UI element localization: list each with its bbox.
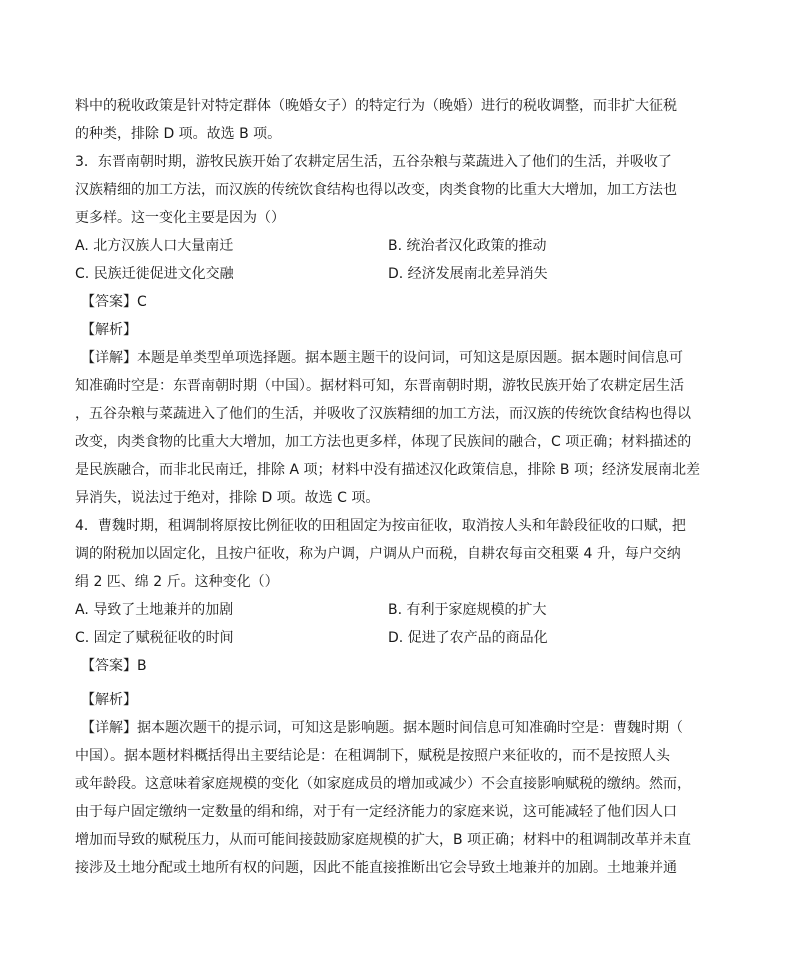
q4-stem-line: 绢 2 匹、绵 2 斤。这种变化（） — [75, 574, 279, 590]
q4-option-d: D. 促进了农产品的商品化 — [388, 630, 548, 646]
q4-detail-line: 接涉及土地分配或土地所有权的问题，因此不能直接推断出它会导致土地兼并的加剧。土地兼并通 — [75, 860, 677, 876]
q3-stem-line: 更多样。这一变化主要是因为（） — [75, 210, 285, 226]
q4-option-c: C. 固定了赋税征收的时间 — [75, 630, 234, 646]
q3-option-c: C. 民族迁徙促进文化交融 — [75, 266, 234, 282]
q4-answer: 【答案】B — [81, 658, 147, 674]
q4-stem-line: 4．曹魏时期，租调制将原按比例征收的田租固定为按亩征收，取消按人头和年龄段征收的口赋，把 — [75, 518, 686, 534]
q4-analysis-label: 【解析】 — [81, 692, 137, 708]
q4-detail-line: 中国）。据本题材料概括得出主要结论是：在租调制下，赋税是按照户来征收的，而不是按照人头 — [75, 748, 670, 764]
q4-detail-line: 或年龄段。这意味着家庭规模的变化（如家庭成员的增加或减少）不会直接影响赋税的缴纳。然而， — [75, 776, 691, 792]
q3-stem-line: 汉族精细的加工方法，而汉族的传统饮食结构也得以改变，肉类食物的比重大大增加，加工方法也 — [75, 182, 677, 198]
q4-options-row-2 — [75, 624, 715, 652]
q3-option-a: A. 北方汉族人口大量南迁 — [75, 238, 234, 254]
q4-detail-line: 【详解】据本题次题干的提示词，可知这是影响题。据本题时间信息可知准确时空是：曹魏时期（ — [81, 720, 683, 736]
q3-detail-line: 异消失，说法过于绝对，排除 D 项。故选 C 项。 — [75, 490, 380, 506]
q3-detail-line: 改变，肉类食物的比重大大增加，加工方法也更多样，体现了民族间的融合，C 项正确；材料描述的 — [75, 434, 692, 450]
q3-detail-line: ，五谷杂粮与菜蔬进入了他们的生活，并吸收了汉族精细的加工方法，而汉族的传统饮食结构也得以 — [75, 406, 691, 422]
q3-detail-line: 知准确时空是：东晋南朝时期（中国）。据材料可知，东晋南朝时期，游牧民族开始了农耕定居生活 — [75, 378, 684, 394]
document-body — [75, 92, 715, 882]
q3-analysis-label: 【解析】 — [81, 322, 137, 338]
q4-stem-line: 调的附税加以固定化，且按户征收，称为户调，户调从户而税，自耕农每亩交租粟 4 升，每户交纳 — [75, 546, 681, 562]
q3-option-d: D. 经济发展南北差异消失 — [388, 266, 548, 282]
q4-detail-line: 由于每户固定缴纳一定数量的绢和绵，对于有一定经济能力的家庭来说，这可能减轻了他们因人口 — [75, 804, 677, 820]
q3-answer: 【答案】C — [81, 294, 147, 310]
q4-detail-line: 增加而导致的赋税压力，从而可能间接鼓励家庭规模的扩大，B 项正确；材料中的租调制改革并未直 — [75, 832, 692, 848]
prev-analysis-line: 料中的税收政策是针对特定群体（晚婚女子）的特定行为（晚婚）进行的税收调整，而非扩大征税 — [75, 98, 677, 114]
prev-analysis-line: 的种类，排除 D 项。故选 B 项。 — [75, 126, 282, 142]
q3-detail-line: 是民族融合，而非北民南迁，排除 A 项；材料中没有描述汉化政策信息，排除 B 项；经济发展南北差 — [75, 462, 700, 478]
q4-option-b: B. 有利于家庭规模的扩大 — [388, 602, 547, 618]
q4-option-a: A. 导致了土地兼并的加剧 — [75, 602, 234, 618]
q3-stem-line: 3．东晋南朝时期，游牧民族开始了农耕定居生活，五谷杂粮与菜蔬进入了他们的生活，并吸收了 — [75, 154, 672, 170]
q3-option-b: B. 统治者汉化政策的推动 — [388, 238, 547, 254]
q3-options-row-2 — [75, 260, 715, 288]
q3-options-row-1 — [75, 232, 715, 260]
q4-options-row-1 — [75, 596, 715, 624]
q3-detail-line: 【详解】本题是单类型单项选择题。据本题主题干的设问词，可知这是原因题。据本题时间信息可 — [81, 350, 683, 366]
